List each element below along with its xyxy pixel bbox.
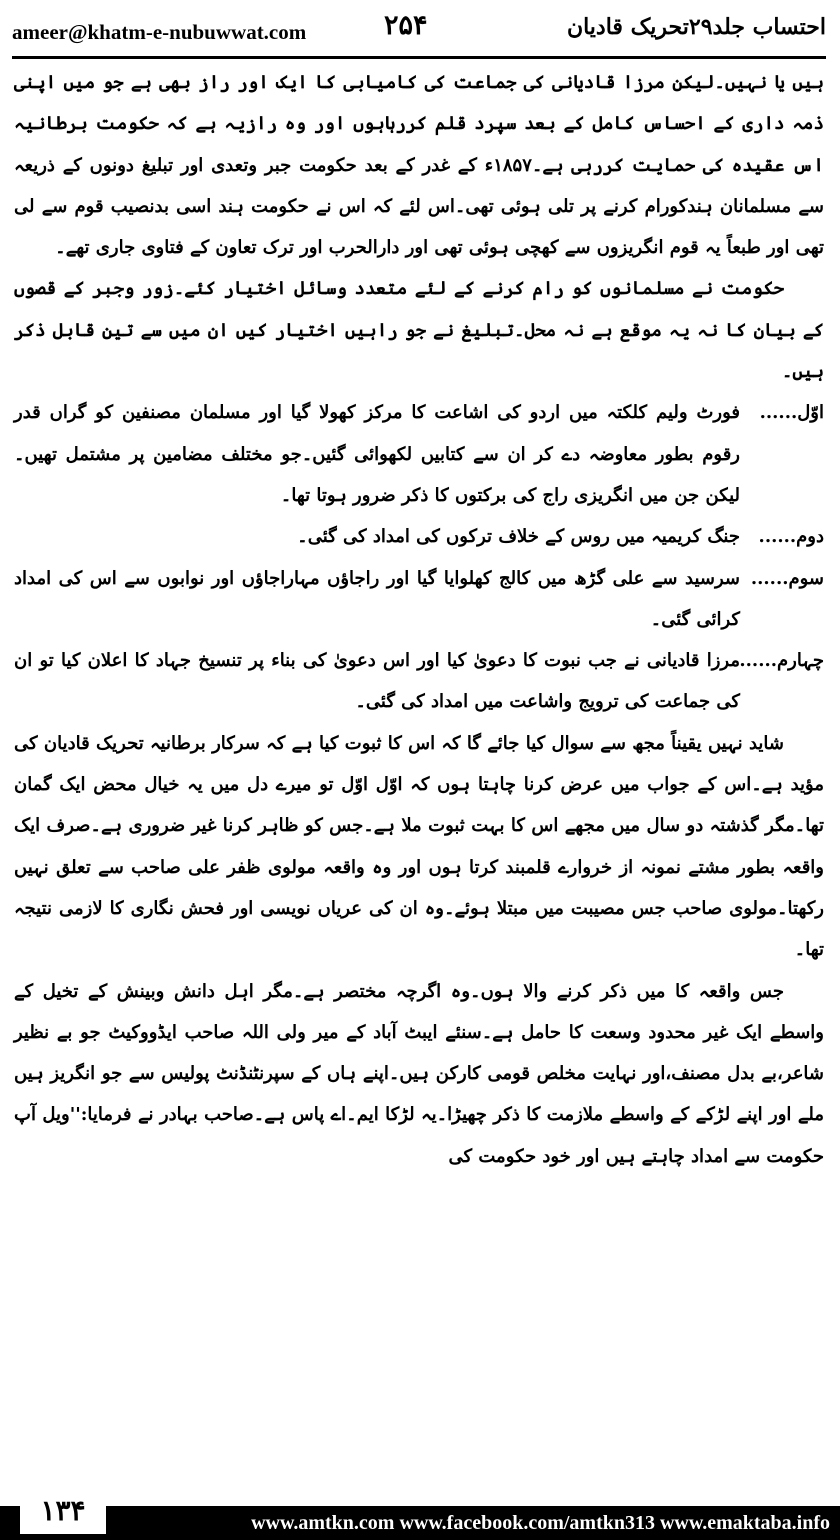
list-item	[14, 392, 824, 516]
list-item-label: اوّل......	[759, 402, 824, 424]
list-item	[14, 640, 824, 723]
footer-websites: www.amtkn.com www.facebook.com/amtkn313 www.emaktaba.info	[251, 1512, 830, 1534]
list-item-label: چہارم......	[739, 650, 824, 672]
paragraph-4: جس واقعہ کا میں ذکر کرنے والا ہوں۔وہ اگرچہ مختصر ہے۔مگر اہل دانش وبینش کے تخیل کے واسطے ایک غیر محدود وسعت کا حامل ہے۔سنئے ایبٹ آباد کے میر ولی اللہ صاحب ایڈووکیٹ جو بے نظیر شاعر،بے بدل مصنف،اور نہایت مخلص قومی کارکن ہیں۔اپنے ہاں کے سپرنٹنڈنٹ پولیس سے جو انگریز ہیں ملے اور اپنے لڑکے کے واسطے ملازمت کا ذکر چھیڑا۔یہ لڑکا ایم۔اے پاس ہے۔صاحب بہادر نے فرمایا:''ویل آپ حکومت سے امداد چاہتے ہیں اور خود حکومت کی	[14, 980, 824, 1167]
footer-page-number: ۱۳۴	[20, 1488, 106, 1534]
list-item-label: دوم......	[758, 526, 824, 548]
header-page-number: ۲۵۴	[384, 10, 428, 41]
list-item	[14, 516, 824, 557]
list-item-label: سوم......	[750, 567, 824, 589]
page-header	[12, 10, 826, 50]
list-item-text: جنگ کریمیہ میں روس کے خلاف ترکوں کی امداد کی گئی۔	[297, 526, 740, 548]
list-item	[14, 558, 824, 641]
list-item-text: سرسید سے علی گڑھ میں کالج کھلوایا گیا اور راجاؤں مہاراجاؤں اور نوابوں سے اس کی امداد کرائی گئی۔	[14, 567, 740, 630]
page-body	[14, 62, 824, 1177]
list-item-text: فورٹ ولیم کلکتہ میں اردو کی اشاعت کا مرکز کھولا گیا اور مسلمان مصنفین کو گراں قدر رقوم بطور معاوضہ دے کر ان سے کتابیں لکھوائی گئیں۔جو مختلف مضامین پر مشتمل تھیں۔لیکن جن میں انگریزی راج کی برکتوں کا ذکر ضرور ہوتا تھا۔	[14, 402, 740, 506]
header-book-title: احتساب جلد۲۹تحریک قادیان	[566, 14, 826, 40]
list-item-text: مرزا قادیانی نے جب نبوت کا دعویٰ کیا اور اس دعویٰ کی بناء پر تنسیخ جہاد کا اعلان کیا تو ان کی جماعت کی ترویج واشاعت میں امداد کی گئی۔	[14, 650, 740, 713]
paragraph-1: ہیں یا نہیں۔لیکن مرزا قادیانی کی جماعت کی کامیابی کا ایک اور راز بھی ہے جو میں اپنی ذمہ داری کے احساس کامل کے بعد سپرد قلم کررہاہوں اور وہ رازیہ ہے کہ حکومت برطانیہ اس عقیدہ کی حمایت کررہی ہے۔۱۸۵۷ء کے غدر کے بعد حکومت جبر وتعدی اور تبلیغ دونوں کے ذریعہ سے مسلمانان ہندکورام کرنے پر تلی ہوئی تھی۔اس لئے کہ اس نے حکومت ہند اسی بدنصیب قوم سے لی تھی اور طبعاً یہ قوم انگریزوں سے کھچی ہوئی تھی اور دارالحرب اور ترک تعاون کے فتاوی جاری تھے۔	[14, 72, 824, 259]
header-rule	[12, 56, 826, 59]
paragraph-2: حکومت نے مسلمانوں کو رام کرنے کے لئے متعدد وسائل اختیار کئے۔زور وجبر کے قصوں کے بیان کا نہ یہ موقع ہے نہ محل۔تبلیغ نے جو راہیں اختیار کیں ان میں سے تین قابل ذکر ہیں۔	[14, 278, 824, 383]
paragraph-3: شاید نہیں یقیناً مجھ سے سوال کیا جائے گا کہ اس کا ثبوت کیا ہے کہ سرکار برطانیہ تحریک قادیان کی مؤید ہے۔اس کے جواب میں عرض کرنا چاہتا ہوں کہ اوّل اوّل تو میرے دل میں یہ خیال محض ایک گمان تھا۔مگر گذشتہ دو سال میں مجھے اس کا بہت ثبوت ملا ہے۔جس کو ظاہر کرنا غیر ضروری ہے۔صرف ایک واقعہ بطور مشتے نمونہ از خروارے قلمبند کرتا ہوں اور وہ واقعہ مولوی ظفر علی صاحب سے تعلق نہیں رکھتا۔مولوی صاحب جس مصیبت میں مبتلا ہوئے۔وہ ان کی عریاں نویسی اور فحش نگاری کا لازمی نتیجہ تھا۔	[14, 732, 824, 961]
header-email: ameer@khatm-e-nubuwwat.com	[12, 20, 307, 44]
